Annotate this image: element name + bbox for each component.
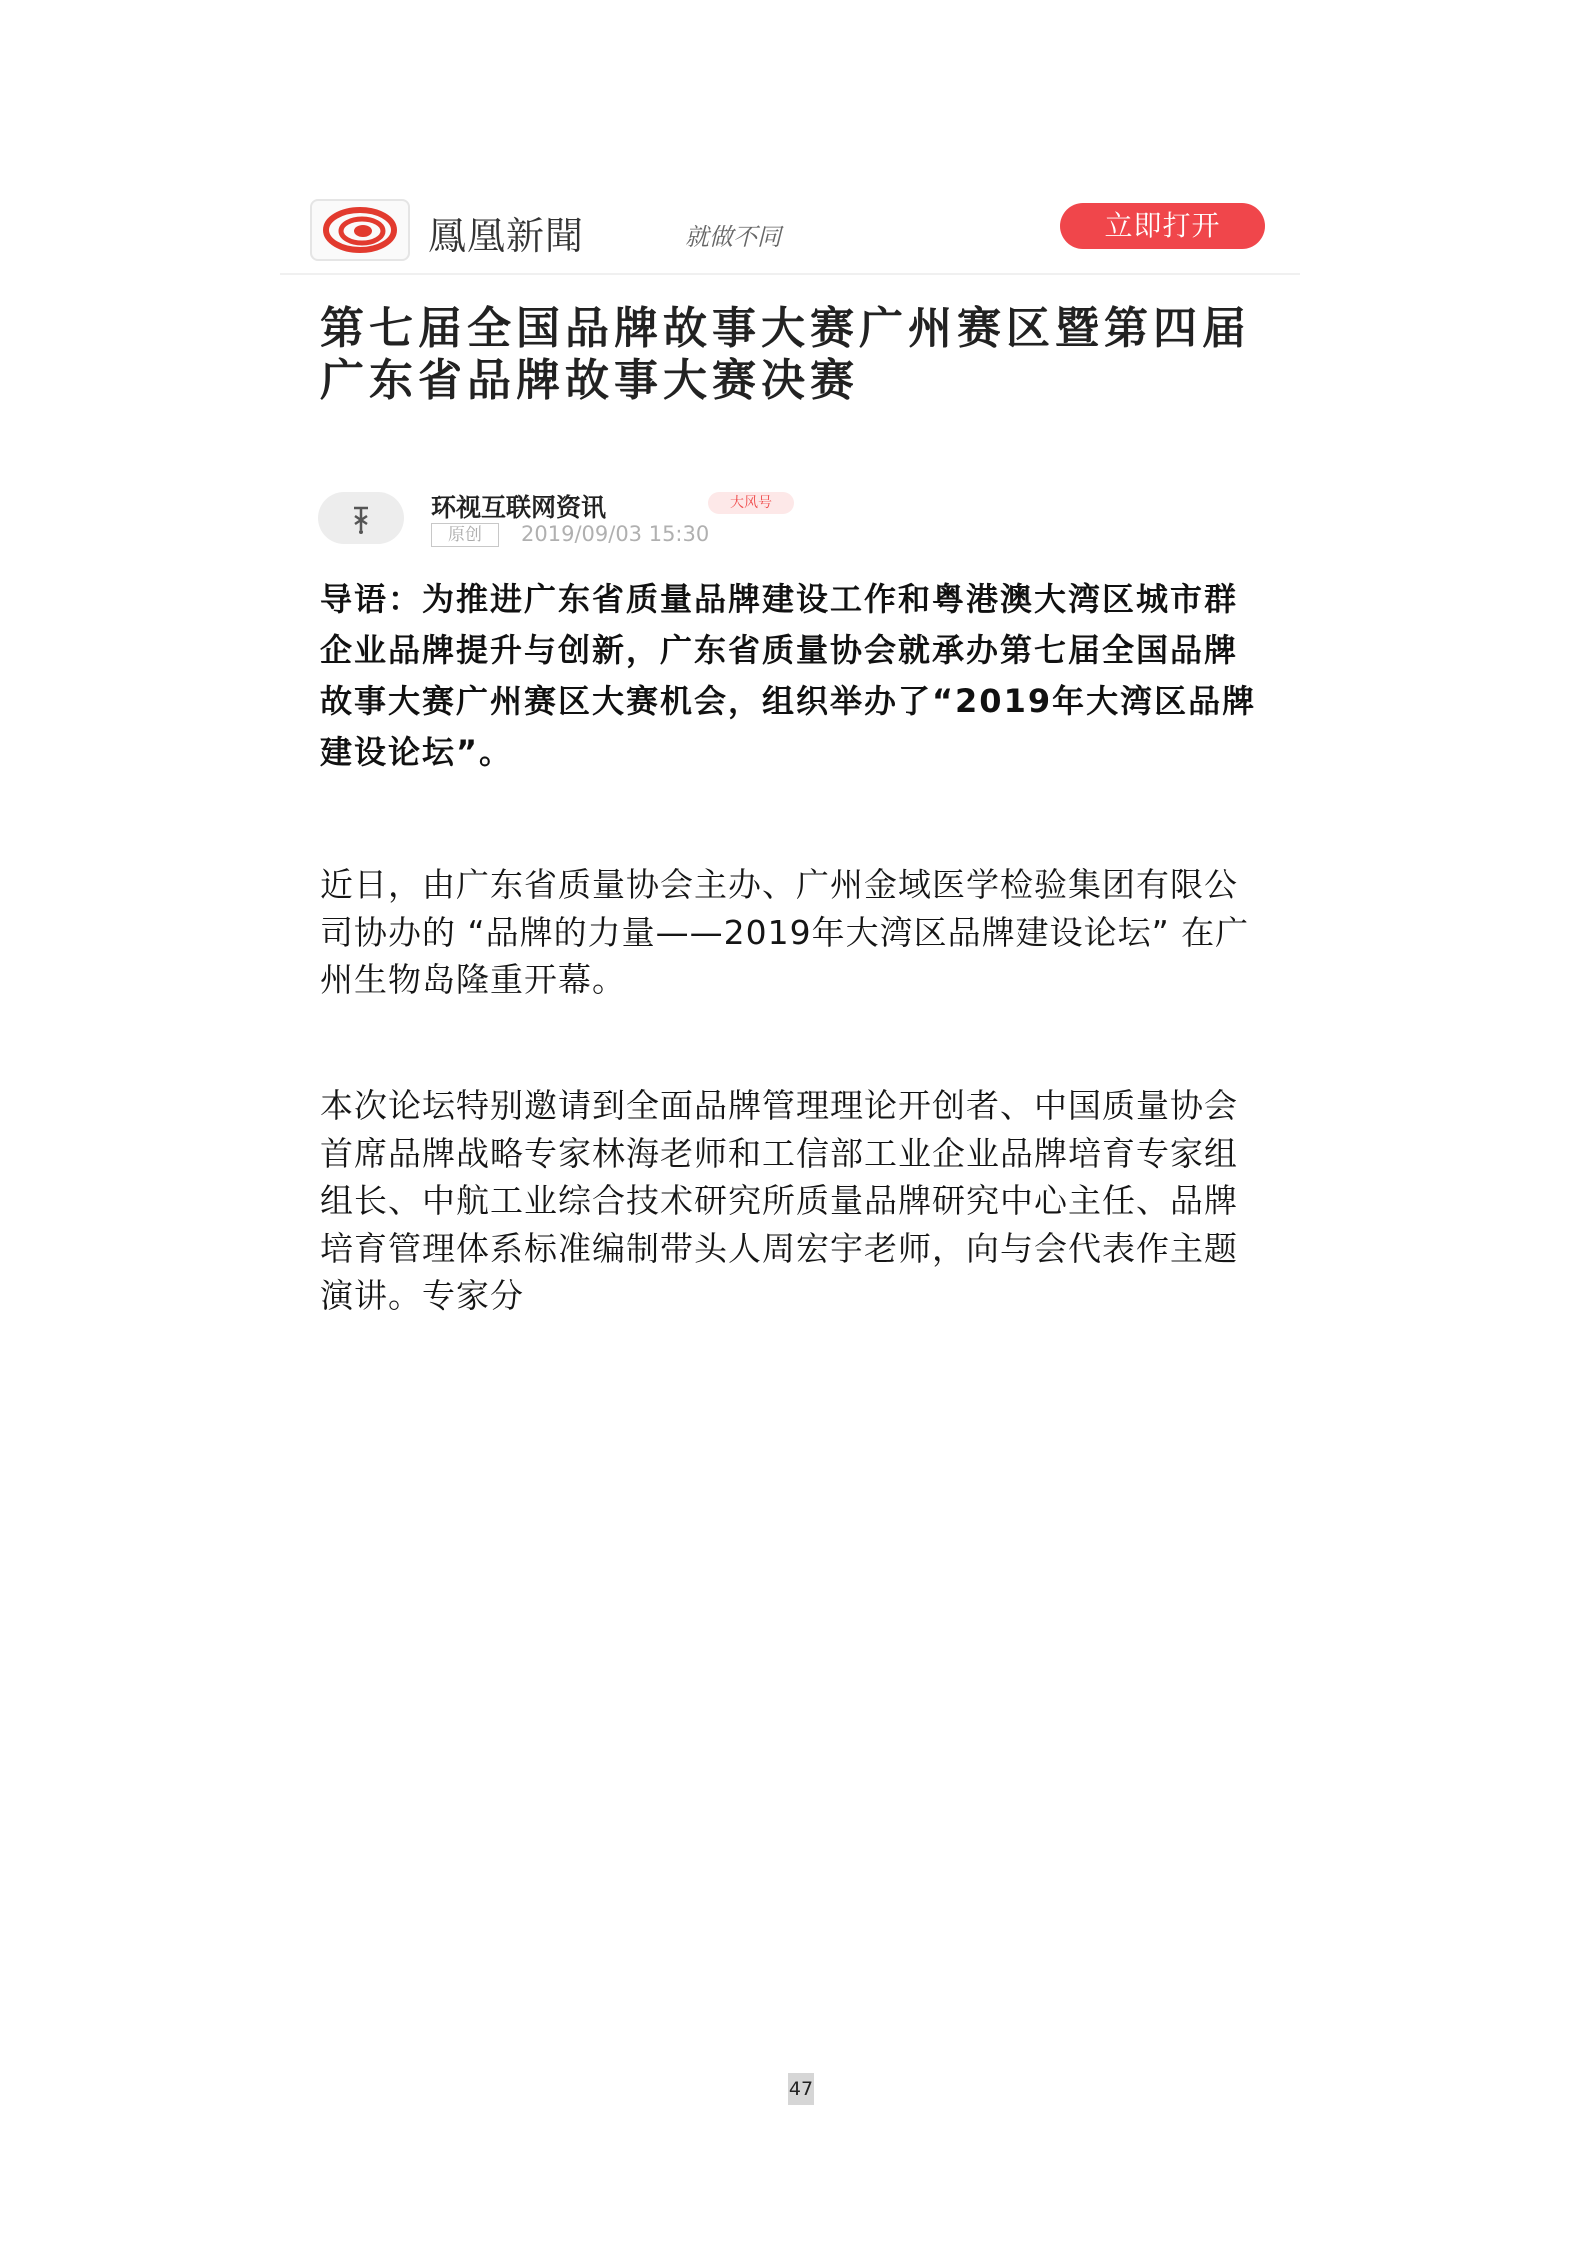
phoenix-logo-icon[interactable] <box>310 199 410 261</box>
author-badge: 大风号 <box>708 492 794 514</box>
article-title: 第七届全国品牌故事大赛广州赛区暨第四届广东省品牌故事大赛决赛 <box>320 303 1251 406</box>
article-paragraph: 本次论坛特别邀请到全面品牌管理理论开创者、中国质量协会首席品牌战略专家林海老师和工信部工业企业品牌培育专家组组长、中航工业综合技术研究所质量品牌研究中心主任、品牌培育管理体系标准编制带头人周宏宇老师，向与会代表作主题演讲。专家分 <box>320 1086 1238 1315</box>
page-number: 47 <box>788 2073 814 2105</box>
brand-slogan: 就做不同 <box>685 223 781 251</box>
publish-date: 2019/09/03 15:30 <box>521 522 710 546</box>
author-name[interactable]: 环视互联网资讯 <box>431 493 607 522</box>
original-tag: 原创 <box>431 523 499 547</box>
author-row <box>318 488 1218 548</box>
open-app-button[interactable]: 立即打开 <box>1060 203 1265 249</box>
brand-name: 鳳凰新聞 <box>428 214 585 258</box>
article-paragraph: 近日，由广东省质量协会主办、广州金域医学检验集团有限公司协办的 “品牌的力量——2019年大湾区品牌建设论坛” 在广州生物岛隆重开幕。 <box>320 865 1250 999</box>
app-header <box>280 183 1300 275</box>
article-lede: 导语：为推进广东省质量品牌建设工作和粤港澳大湾区城市群企业品牌提升与创新，广东省质量协会就承办第七届全国品牌故事大赛广州赛区大赛机会，组织举办了“2019年大湾区品牌建设论坛”。 <box>320 580 1257 771</box>
author-avatar-icon[interactable] <box>318 492 404 544</box>
